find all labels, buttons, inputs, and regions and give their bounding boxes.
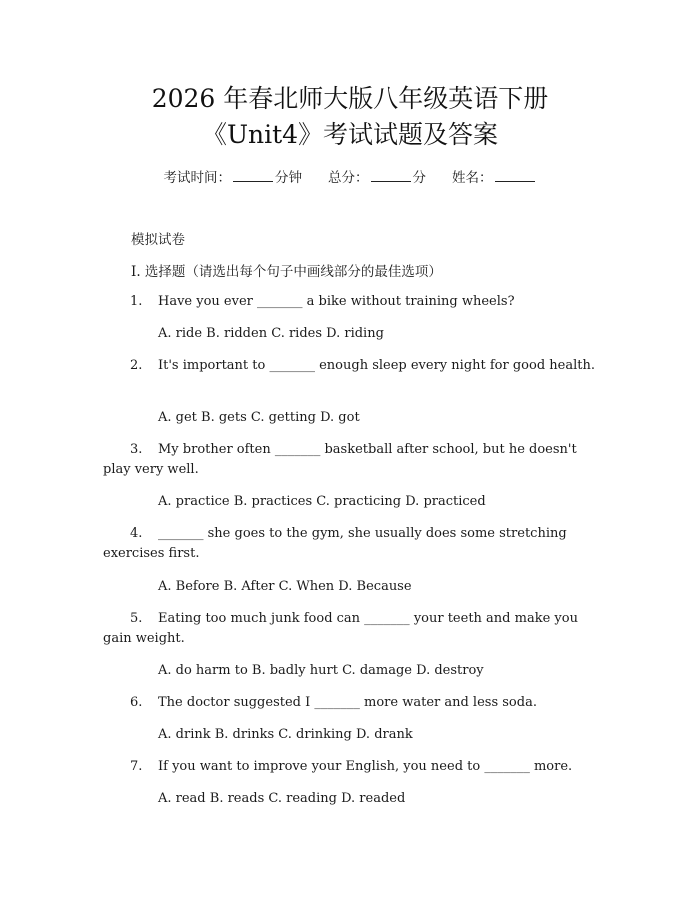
question-number: 1. <box>130 294 143 309</box>
question-5-options: A. do harm to B. badly hurt C. damage D. destroy <box>158 663 484 678</box>
score-blank <box>371 169 411 182</box>
name-label: 姓名： <box>452 170 493 186</box>
question-2-options: A. get B. gets C. getting D. got <box>158 410 360 425</box>
question-1 <box>103 292 603 312</box>
part-heading: I. 选择题（请选出每个句子中画线部分的最佳选项） <box>131 264 442 280</box>
question-text: It's important to _______ enough sleep every night for good health. <box>158 358 595 373</box>
section-label: 模拟试卷 <box>131 232 185 248</box>
question-number: 5. <box>130 611 143 626</box>
question-1-options: A. ride B. ridden C. rides D. riding <box>158 326 384 341</box>
question-number: 4. <box>130 526 143 541</box>
exam-info-line <box>0 169 700 187</box>
time-label: 考试时间： <box>163 170 231 186</box>
question-number: 2. <box>130 358 143 373</box>
question-text: If you want to improve your English, you need to _______ more. <box>158 759 573 774</box>
question-text: _______ she goes to the gym, she usually does some stretching exercises first. <box>103 526 571 561</box>
question-text: Have you ever _______ a bike without training wheels? <box>158 294 515 309</box>
question-3 <box>103 440 603 480</box>
document-title-line-2: 《Unit4》考试试题及答案 <box>201 120 499 149</box>
time-blank <box>233 169 273 182</box>
question-text: Eating too much junk food can _______ your teeth and make you gain weight. <box>103 611 583 646</box>
question-text: The doctor suggested I _______ more water and less soda. <box>158 695 537 710</box>
name-blank <box>495 169 535 182</box>
question-7 <box>103 757 603 777</box>
question-text: My brother often _______ basketball after school, but he doesn't play very well. <box>103 442 581 477</box>
question-number: 7. <box>130 759 143 774</box>
question-4 <box>103 524 603 564</box>
question-2 <box>103 356 603 376</box>
question-number: 6. <box>130 695 143 710</box>
question-3-options: A. practice B. practices C. practicing D. practiced <box>158 494 486 509</box>
score-label: 总分： <box>328 170 369 186</box>
question-5 <box>103 609 603 649</box>
question-4-options: A. Before B. After C. When D. Because <box>158 579 412 594</box>
question-6 <box>103 693 603 713</box>
question-6-options: A. drink B. drinks C. drinking D. drank <box>158 727 413 742</box>
document-title-line-1: 2026 年春北师大版八年级英语下册 <box>151 84 549 113</box>
score-unit: 分 <box>412 170 426 186</box>
time-unit: 分钟 <box>275 170 302 186</box>
question-7-options: A. read B. reads C. reading D. readed <box>158 791 406 806</box>
question-number: 3. <box>130 442 143 457</box>
